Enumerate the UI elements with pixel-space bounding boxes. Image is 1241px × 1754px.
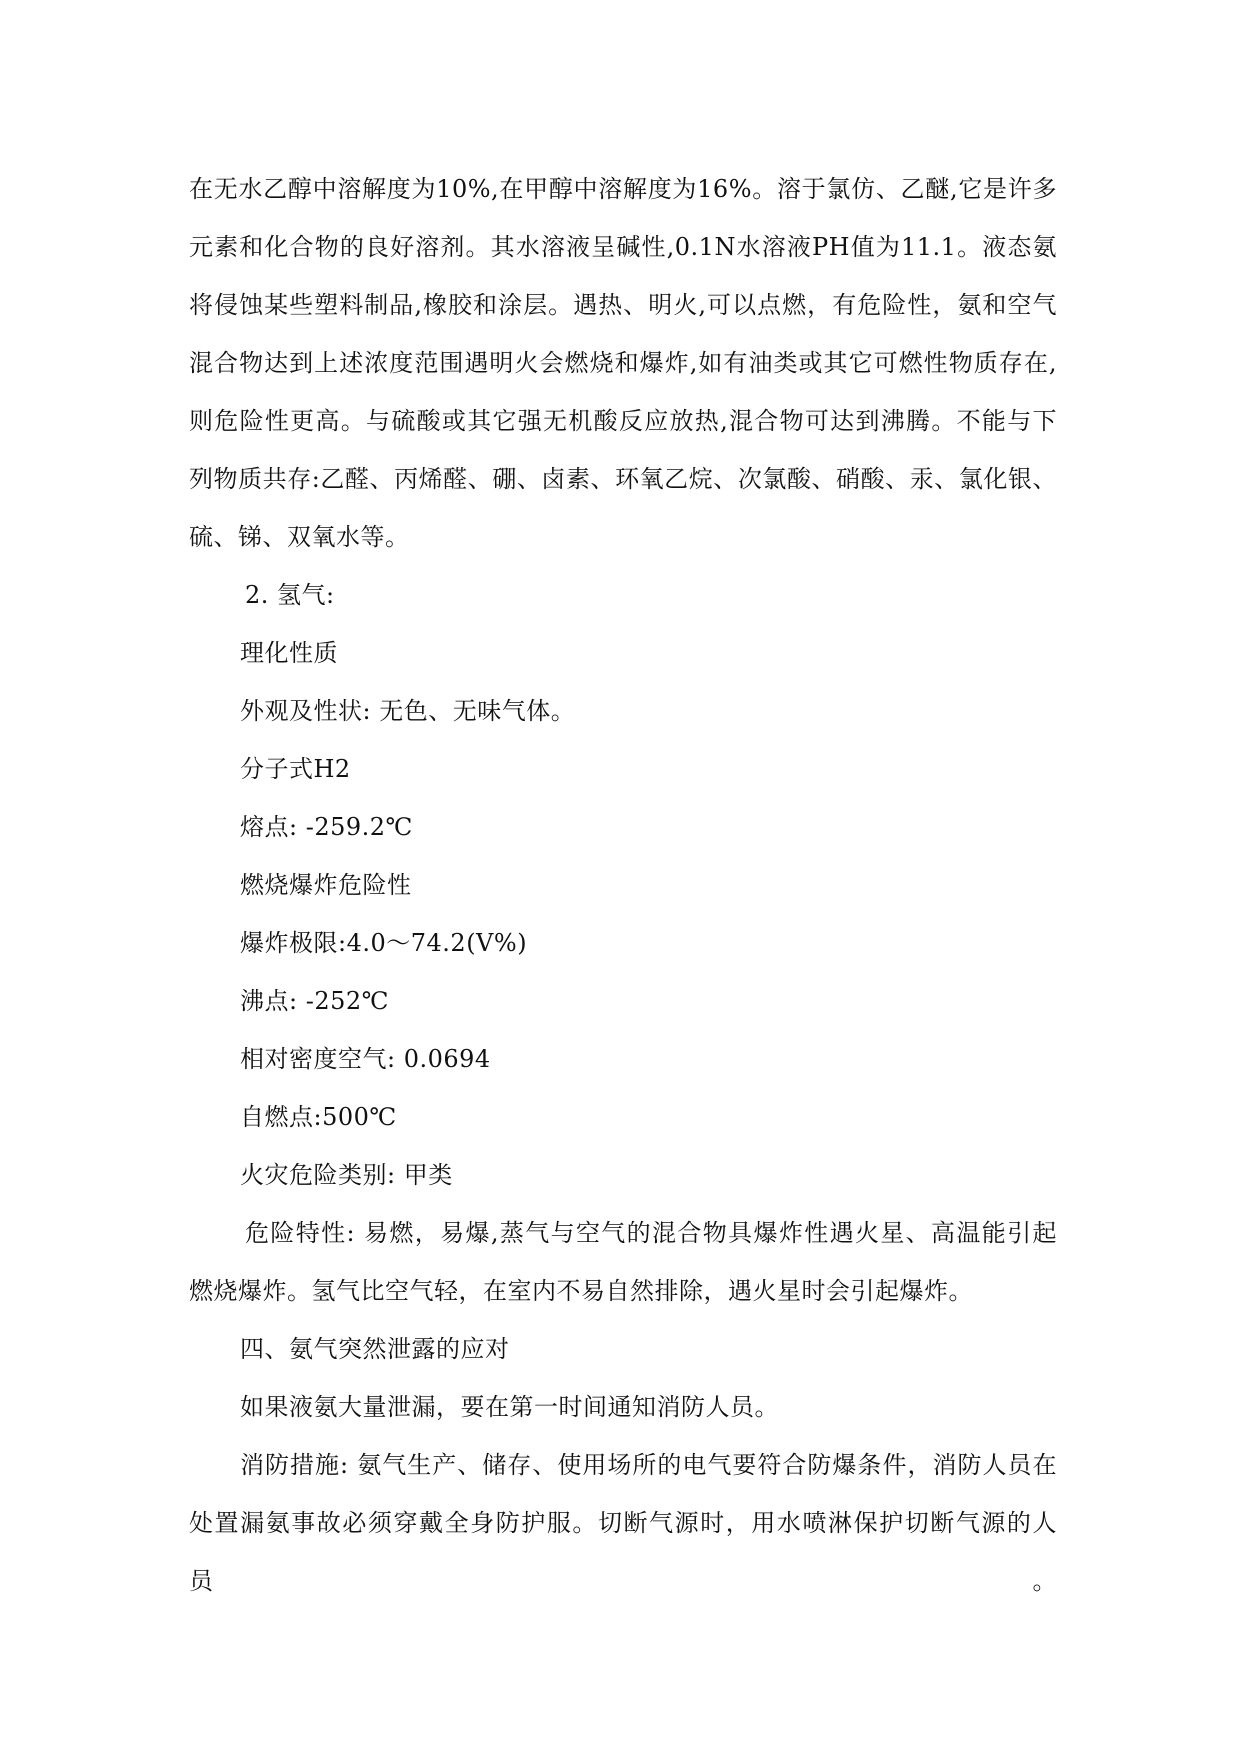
paragraph-line: 在无水乙醇中溶解度为10%,在甲醇中溶解度为16%。溶于氯仿、乙醚,它是许多: [189, 175, 1057, 203]
subheading-physchem: 理化性质: [240, 639, 338, 667]
property-boiling-point: 沸点: -252℃: [240, 987, 389, 1015]
subheading-combustion: 燃烧爆炸危险性: [240, 871, 412, 899]
property-fire-class: 火灾危险类别: 甲类: [240, 1161, 453, 1189]
property-formula: 分子式H2: [240, 755, 351, 783]
paragraph-line: 列物质共存:乙醛、丙烯醛、硼、卤素、环氧乙烷、次氯酸、硝酸、汞、氯化银、: [189, 465, 1057, 493]
hazard-line: 危险特性: 易燃，易爆,蒸气与空气的混合物具爆炸性遇火星、高温能引起: [245, 1219, 1057, 1247]
paragraph-line: 硫、锑、双氧水等。: [189, 523, 410, 551]
property-explosion-limit: 爆炸极限:4.0～74.2(V%): [240, 929, 528, 957]
paragraph-line: 混合物达到上述浓度范围遇明火会燃烧和爆炸,如有油类或其它可燃性物质存在,: [189, 349, 1057, 377]
section-heading-hydrogen: 2. 氢气:: [245, 581, 335, 609]
property-relative-density: 相对密度空气: 0.0694: [240, 1045, 491, 1073]
fire-measures-line: 消防措施: 氨气生产、储存、使用场所的电气要符合防爆条件，消防人员在: [240, 1451, 1057, 1479]
paragraph-line: 元素和化合物的良好溶剂。其水溶液呈碱性,0.1N水溶液PH值为11.1。液态氨: [189, 233, 1057, 261]
fire-measures-line: 处置漏氨事故必须穿戴全身防护服。切断气源时，用水喷淋保护切断气源的人员。: [189, 1509, 1057, 1595]
section-heading-ammonia-leak: 四、氨气突然泄露的应对: [240, 1335, 510, 1363]
property-autoignition: 自燃点:500℃: [240, 1103, 397, 1131]
property-appearance: 外观及性状: 无色、无味气体。: [240, 697, 576, 725]
paragraph-line: 则危险性更高。与硫酸或其它强无机酸反应放热,混合物可达到沸腾。不能与下: [189, 407, 1057, 435]
property-melting-point: 熔点: -259.2℃: [240, 813, 413, 841]
document-body: [189, 160, 1057, 1595]
paragraph-line: 将侵蚀某些塑料制品,橡胶和涂层。遇热、明火,可以点燃，有危险性，氨和空气: [189, 291, 1057, 319]
hazard-line: 燃烧爆炸。氢气比空气轻，在室内不易自然排除，遇火星时会引起爆炸。: [189, 1277, 973, 1305]
leak-paragraph: 如果液氨大量泄漏，要在第一时间通知消防人员。: [240, 1393, 779, 1421]
